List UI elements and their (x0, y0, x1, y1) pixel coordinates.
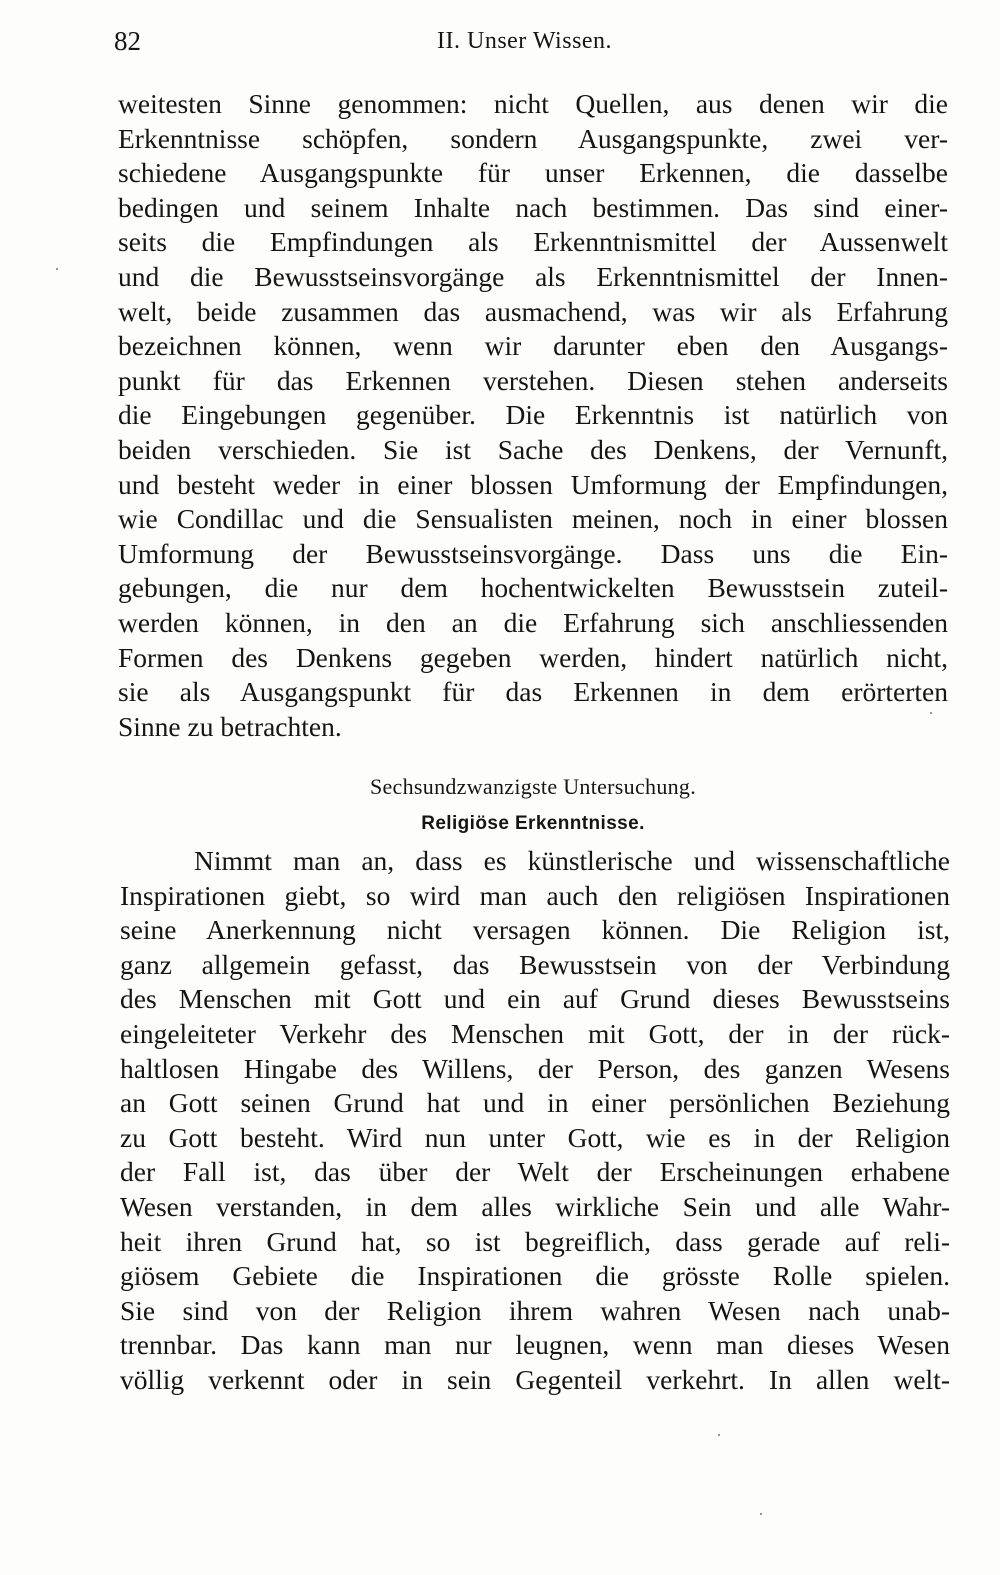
page-header (0, 20, 1000, 60)
section-title: Sechsundzwanzigste Untersuchung. (369, 774, 697, 799)
paragraph-2 (120, 844, 950, 1398)
paragraph-1 (118, 87, 948, 744)
text-line: weitesten Sinne genommen: nicht Quellen, aus denen wir die (118, 88, 948, 119)
text-line: seits die Empfindungen als Erkenntnismittel der Aussenwelt (118, 226, 948, 258)
print-speck (930, 712, 932, 714)
text-line: beiden verschieden. Sie ist Sache des Denkens, der Vernunft, (118, 433, 948, 465)
print-speck (760, 1513, 762, 1515)
text-line: sie als Ausgangspunkt für das Erkennen in dem erörterten (118, 676, 948, 708)
text-line: völlig verkennt oder in sein Gegenteil verkehrt. In allen welt- (120, 1363, 950, 1395)
text-line: Umformung der Bewusstseinsvorgänge. Dass uns die Ein- (118, 537, 948, 569)
text-line: und besteht weder in einer blossen Umformung der Empfindungen, (118, 468, 948, 500)
text-line: des Menschen mit Gott und ein auf Grund dieses Bewusstseins (120, 983, 950, 1015)
text-line: an Gott seinen Grund hat und in einer persönlichen Beziehung (120, 1087, 950, 1119)
text-line: giösem Gebiete die Inspirationen die grösste Rolle spielen. (120, 1260, 950, 1292)
text-line: trennbar. Das kann man nur leugnen, wenn man dieses Wesen (120, 1329, 950, 1361)
text-line: Wesen verstanden, in dem alles wirkliche Sein und alle Wahr- (120, 1190, 950, 1222)
page-number: 82 (114, 26, 141, 56)
section-subtitle: Religiöse Erkenntnisse. (421, 813, 645, 834)
text-line: Sinne zu betrachten. (118, 710, 342, 742)
text-line: gebungen, die nur dem hochentwickelten Bewusstsein zuteil- (118, 572, 948, 604)
text-line: haltlosen Hingabe des Willens, der Person, des ganzen Wesens (120, 1052, 950, 1084)
text-line: Formen des Denkens gegeben werden, hindert natürlich nicht, (118, 641, 948, 673)
text-line: wie Condillac und die Sensualisten meinen, noch in einer blossen (118, 503, 948, 535)
print-speck (56, 268, 58, 270)
text-line: welt, beide zusammen das ausmachend, was wir als Erfahrung (118, 295, 948, 327)
text-line: der Fall ist, das über der Welt der Erscheinungen erhabene (120, 1156, 950, 1188)
text-line: zu Gott besteht. Wird nun unter Gott, wie es in der Religion (120, 1121, 950, 1153)
text-line: bezeichnen können, wenn wir darunter eben den Ausgangs- (118, 330, 948, 362)
text-line: seine Anerkennung nicht versagen können. Die Religion ist, (120, 914, 950, 946)
text-line: bedingen und seinem Inhalte nach bestimmen. Das sind einer- (118, 191, 948, 223)
text-line: die Eingebungen gegenüber. Die Erkenntnis ist natürlich von (118, 399, 948, 431)
text-line: Erkenntnisse schöpfen, sondern Ausgangspunkte, zwei ver- (118, 122, 948, 154)
text-line: schiedene Ausgangspunkte für unser Erkennen, die dasselbe (118, 157, 948, 189)
text-line: werden können, in den an die Erfahrung sich anschliessenden (118, 606, 948, 638)
text-line: eingeleiteter Verkehr des Menschen mit Gott, der in der rück- (120, 1017, 950, 1049)
text-line: Inspirationen giebt, so wird man auch den religiösen Inspirationen (120, 879, 950, 911)
print-speck (718, 1434, 720, 1436)
text-line: und die Bewusstseinsvorgänge als Erkenntnismittel der Innen- (118, 260, 948, 292)
text-line: heit ihren Grund hat, so ist begreiflich, dass gerade auf reli- (120, 1225, 950, 1257)
text-line: Nimmt man an, dass es künstlerische und wissenschaftliche (194, 845, 950, 876)
text-line: ganz allgemein gefasst, das Bewusstsein von der Verbindung (120, 948, 950, 980)
running-head: II. Unser Wissen. (437, 28, 613, 54)
text-line: punkt für das Erkennen verstehen. Diesen stehen anderseits (118, 364, 948, 396)
text-line: Sie sind von der Religion ihrem wahren Wesen nach unab- (120, 1294, 950, 1326)
